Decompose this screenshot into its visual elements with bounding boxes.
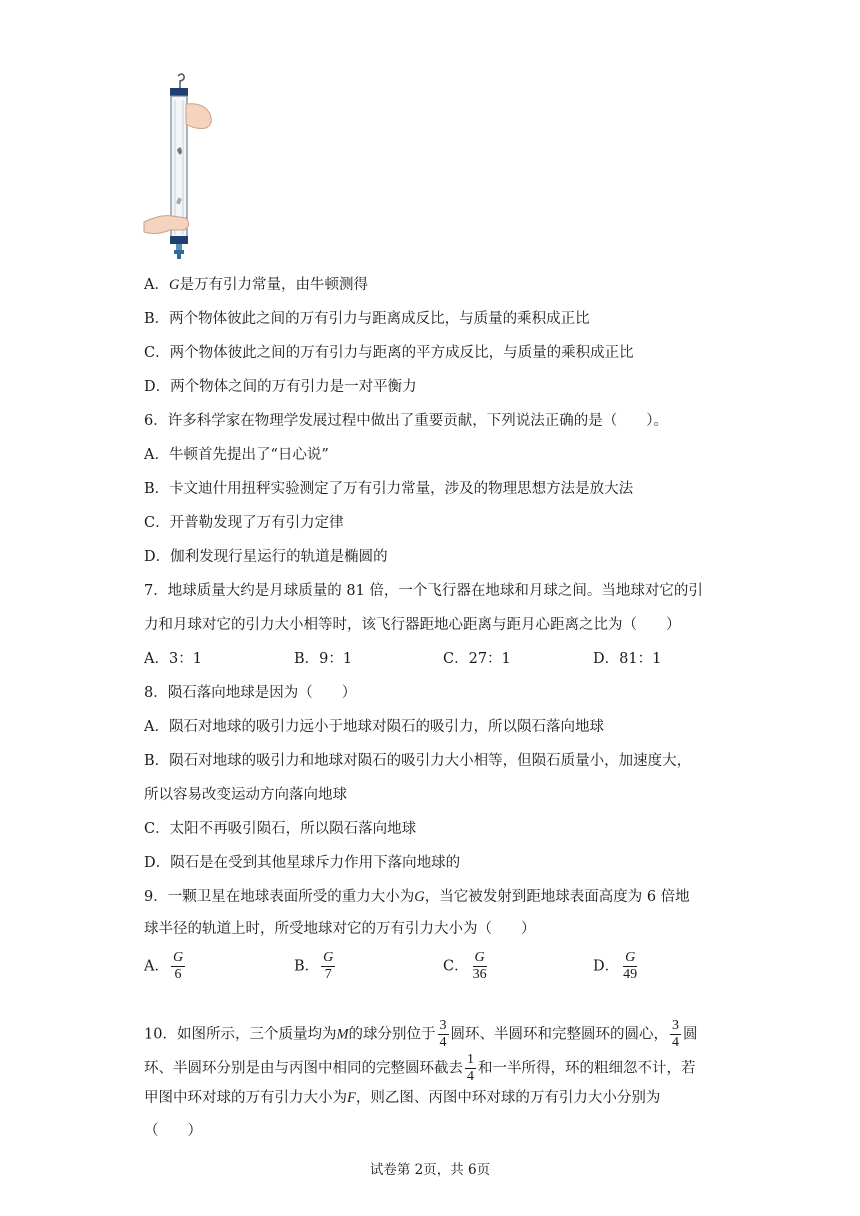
- q9-option-a: [144, 950, 187, 983]
- q6-stem: 6．许多科学家在物理学发展过程中做出了重要贡献，下列说法正确的是（ ）。: [144, 413, 668, 429]
- q10-l1-d: 圆: [683, 1026, 698, 1043]
- q9-option-b-fraction: [321, 950, 335, 983]
- q7-stem-line2: 力和月球对它的引力大小相等时，该飞行器距地心距离与距月心距离之比为（ ）: [144, 617, 681, 633]
- q9-option-a-fraction: [171, 950, 185, 983]
- q9-stem-pre: 9．一颗卫星在地球表面所受的重力大小为: [144, 889, 415, 905]
- q9-option-d-numerator: G: [625, 950, 636, 965]
- q10-fraction-three-quarters-2: [670, 1018, 681, 1051]
- q10-fraction-one-quarter: [465, 1052, 476, 1085]
- q10-stem-line3: [144, 1088, 660, 1108]
- q10-l1-b: 的球分别位于: [348, 1026, 436, 1043]
- q9-option-b-denominator: 7: [324, 967, 332, 982]
- q5-option-b: B．两个物体彼此之间的万有引力与距离成反比，与质量的乘积成正比: [144, 311, 590, 327]
- q6-option-d: D．伽利发现行星运行的轨道是椭圆的: [144, 549, 388, 565]
- q9-option-a-label: A．: [144, 958, 169, 975]
- q9-option-c-denominator: 36: [472, 967, 487, 982]
- q8-stem: 8．陨石落向地球是因为（ ）: [144, 685, 357, 701]
- q7-stem-line1: 7．地球质量大约是月球质量的 81 倍，一个飞行器在地球和月球之间。当地球对它的引: [144, 583, 703, 599]
- q9-option-d-label: D．: [593, 958, 620, 975]
- q10-frac3-num: 1: [467, 1052, 474, 1067]
- q10-l1-a: 10．如图所示，三个质量均为: [144, 1026, 337, 1043]
- q9-stem-post: ，当它被发射到距地球表面高度为 6 倍地: [424, 889, 690, 905]
- q5-option-a-text: 是万有引力常量，由牛顿测得: [179, 277, 368, 293]
- q9-option-d-fraction: [621, 950, 639, 983]
- q10-l3-a: 甲图中环对球的万有引力大小为: [144, 1090, 347, 1106]
- q8-option-a: A．陨石对地球的吸引力远小于地球对陨石的吸引力，所以陨石落向地球: [144, 719, 604, 735]
- q10-l3-variable: F: [347, 1090, 356, 1106]
- q9-option-d: [593, 950, 641, 983]
- q6-option-b: B．卡文迪什用扭秤实验测定了万有引力常量，涉及的物理思想方法是放大法: [144, 481, 634, 497]
- q6-option-a: A．牛顿首先提出了“日心说”: [144, 447, 329, 463]
- page-footer: 试卷第 2页，共 6页: [369, 1162, 491, 1178]
- q7-option-b: B．9：1: [294, 651, 353, 667]
- q8-option-b-line2: 所以容易改变运动方向落向地球: [144, 787, 347, 803]
- q9-option-c-numerator: G: [474, 950, 485, 965]
- q8-option-b-line1: B．陨石对地球的吸引力和地球对陨石的吸引力大小相等，但陨石质量小，加速度大，: [144, 753, 692, 769]
- q10-l2-b: 和一半所得，环的粗细忽不计，若: [478, 1060, 696, 1077]
- q9-option-b-numerator: G: [323, 950, 334, 965]
- q9-option-d-denominator: 49: [623, 967, 638, 982]
- q9-option-c-label: C．: [443, 958, 469, 975]
- q9-option-a-denominator: 6: [174, 967, 182, 982]
- q5-option-a-variable: G: [168, 277, 180, 293]
- q10-frac3-den: 4: [467, 1069, 474, 1084]
- q9-stem-variable: G: [414, 889, 425, 905]
- q5-option-c: C．两个物体彼此之间的万有引力与距离的平方成反比，与质量的乘积成正比: [144, 345, 634, 361]
- q10-frac1-den: 4: [439, 1035, 447, 1050]
- q9-stem-line1: [144, 887, 690, 907]
- experiment-tube-illustration: [140, 70, 212, 260]
- q9-option-a-numerator: G: [172, 950, 184, 965]
- q7-option-c: C．27：1: [443, 651, 511, 667]
- q9-stem-line2: 球半径的轨道上时，所受地球对它的万有引力大小为（ ）: [144, 921, 536, 937]
- q10-l3-b: ，则乙图、丙图中环对球的万有引力大小分别为: [355, 1090, 661, 1106]
- q7-option-a: A．3：1: [144, 651, 202, 667]
- q9-option-b-label: B．: [294, 958, 320, 975]
- q10-l1-variable: M: [336, 1026, 349, 1043]
- q8-option-d: D．陨石是在受到其他星球斥力作用下落向地球的: [144, 855, 461, 871]
- q6-option-c: C．开普勒发现了万有引力定律: [144, 515, 344, 531]
- q7-option-d: D．81：1: [593, 651, 662, 667]
- q9-option-c-fraction: [471, 950, 489, 983]
- q10-stem-line1: [144, 1018, 698, 1051]
- q10-stem-line2: [144, 1052, 696, 1085]
- q10-l2-a: 环、半圆环分别是由与丙图中相同的完整圆环截去: [144, 1060, 463, 1077]
- q5-option-a: [144, 275, 368, 295]
- q10-stem-line4: （ ）: [144, 1123, 202, 1139]
- q10-frac2-den: 4: [672, 1035, 680, 1050]
- q5-option-d: D．两个物体之间的万有引力是一对平衡力: [144, 379, 417, 395]
- q9-option-b: [294, 950, 337, 983]
- q10-l1-c: 圆环、半圆环和完整圆环的圆心，: [450, 1026, 669, 1043]
- q10-fraction-three-quarters-1: [438, 1018, 449, 1051]
- q5-option-a-label: A．: [144, 277, 169, 293]
- q10-frac2-num: 3: [672, 1018, 680, 1033]
- q10-frac1-num: 3: [439, 1018, 447, 1033]
- q9-option-c: [443, 950, 491, 983]
- q8-option-c: C．太阳不再吸引陨石，所以陨石落向地球: [144, 821, 417, 837]
